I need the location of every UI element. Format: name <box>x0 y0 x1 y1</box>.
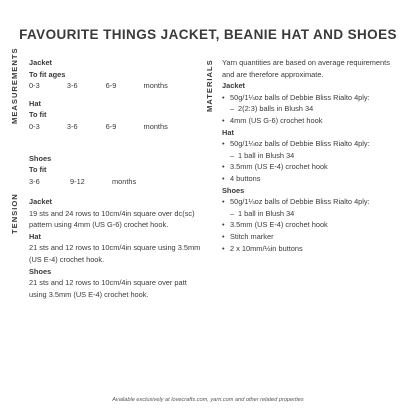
measurements-jacket-sub: To fit ages <box>29 69 66 79</box>
materials-section <box>222 57 392 254</box>
tension-jacket-heading: Jacket <box>29 197 53 206</box>
size-cell: 0-3 <box>29 81 40 91</box>
measurements-hat-sub: To fit <box>29 110 47 120</box>
tension-hat-heading: Hat <box>29 231 41 241</box>
tension-shoes-text: 21 sts and 12 rows to 10cm/4in square over patt using 3.5mm (US E-4) crochet hook. <box>29 278 187 299</box>
measurements-shoes-sub: To fit <box>29 165 47 175</box>
list-item: • 4 buttons <box>222 173 261 183</box>
list-item: • 3.5mm (US E-4) crochet hook <box>222 220 328 230</box>
measurements-jacket-row <box>29 80 199 92</box>
size-unit: months <box>143 121 168 131</box>
size-cell: 3-6 <box>29 176 40 186</box>
measurements-shoes-row <box>29 176 199 188</box>
tension-shoes-heading: Shoes <box>29 266 52 276</box>
tension-jacket-text: 19 sts and 24 rows to 10cm/4in square over dc(sc) pattern using 4mm (US G-6) crochet hook. <box>29 208 195 230</box>
materials-label: MATERIALS <box>205 59 214 112</box>
size-cell: 3-6 <box>66 121 78 131</box>
list-item: – 1 ball in Blush 34 <box>230 208 295 218</box>
size-unit: months <box>143 81 168 91</box>
measurements-hat-row <box>29 121 199 133</box>
list-item: • 50g/1¼oz balls of Debbie Bliss Rialto 4ply: <box>222 197 370 207</box>
materials-hat-heading: Hat <box>222 127 234 137</box>
page-title: FAVOURITE THINGS JACKET, BEANIE HAT AND SHOES <box>19 27 397 42</box>
list-item: • 2 x 10mm/½in buttons <box>222 243 303 253</box>
materials-shoes-heading: Shoes <box>222 185 245 195</box>
size-cell: 3-6 <box>66 81 78 91</box>
list-item: • 50g/1¼oz balls of Debbie Bliss Rialto 4ply: <box>222 92 370 102</box>
size-cell: 0-3 <box>29 121 40 131</box>
measurements-section <box>29 57 199 187</box>
measurements-jacket-heading: Jacket <box>29 58 53 67</box>
measurements-label: MEASUREMENTS <box>10 47 19 124</box>
list-item: – 2(2:3) balls in Blush 34 <box>230 104 314 114</box>
list-item: – 1 ball in Blush 34 <box>230 150 295 160</box>
size-unit: months <box>112 176 137 186</box>
size-cell: 6-9 <box>105 121 117 131</box>
tension-hat-text: 21 sts and 12 rows to 10cm/4in square using 3.5mm (US E-4) crochet hook. <box>29 243 201 264</box>
list-item: • 50g/1¼oz balls of Debbie Bliss Rialto 4ply: <box>222 139 370 149</box>
tension-section <box>29 196 201 300</box>
size-cell: 6-9 <box>105 81 117 91</box>
measurements-hat-heading: Hat <box>29 98 41 108</box>
materials-intro: Yarn quantities are based on average requirements and are therefore approximate. <box>222 58 390 79</box>
list-item: • Stitch marker <box>222 231 274 241</box>
list-item: • 3.5mm (US E-4) crochet hook <box>222 162 328 172</box>
materials-jacket-heading: Jacket <box>222 81 246 91</box>
footer-note: Available exclusively at lovecrafts.com, yarn.com and other related properties <box>112 397 304 403</box>
list-item: • 4mm (US G-6) crochet hook <box>222 115 323 125</box>
tension-label: TENSION <box>10 193 19 234</box>
measurements-shoes-heading: Shoes <box>29 153 52 163</box>
size-cell: 9-12 <box>70 176 85 186</box>
